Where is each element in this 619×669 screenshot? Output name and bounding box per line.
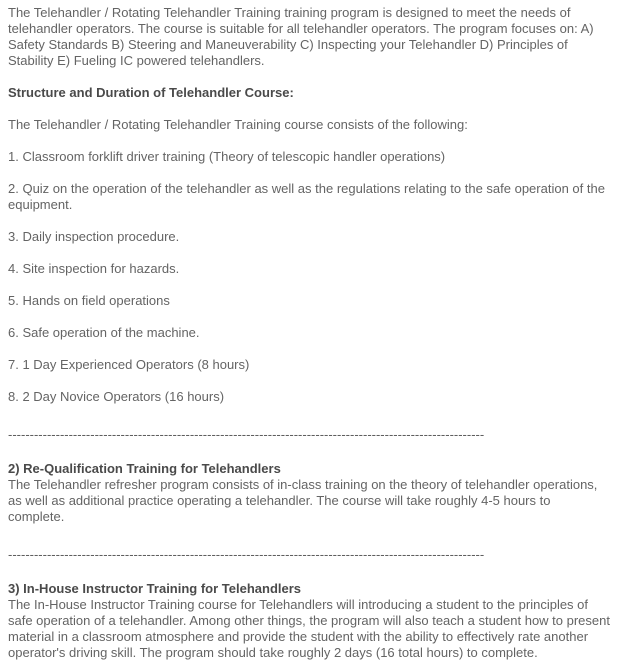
course-item-3: 3. Daily inspection procedure.	[8, 229, 180, 244]
structure-section-heading: Structure and Duration of Telehandler Course:	[8, 85, 294, 100]
intro-paragraph: The Telehandler / Rotating Telehandler Training training program is designed to meet the needs of telehandler operators. The course is suitable for all telehandler operators. The program focuses on: A) Safety Standards B) Steering and Maneuverability C) Inspecting your Telehandler D) Principles of Stability E) Fueling IC powered telehandlers.	[8, 5, 594, 68]
course-item-8: 8. 2 Day Novice Operators (16 hours)	[8, 389, 225, 404]
requalification-section-body: The Telehandler refresher program consists of in-class training on the theory of telehandler operations, as well as additional practice operating a telehandler. The course will take roughly 4-5 hours to complete.	[8, 477, 598, 524]
inhouse-section-heading: 3) In-House Instructor Training for Telehandlers	[8, 581, 302, 596]
divider-line: --------------------------------------------------------------------------------------------------------------	[8, 427, 485, 442]
requalification-section	[8, 461, 610, 525]
course-item-6: 6. Safe operation of the machine.	[8, 325, 200, 340]
course-item-5: 5. Hands on field operations	[8, 293, 170, 308]
inhouse-section-body: The In-House Instructor Training course for Telehandlers will introducing a student to the principles of safe operation of a telehandler. Among other things, the program will also teach a student how to present material in a classroom atmosphere and provide the student with the ability to effectively rate another operator's driving skill. The program should take roughly 2 days (16 total hours) to complete.	[8, 597, 610, 660]
divider-line: --------------------------------------------------------------------------------------------------------------	[8, 547, 485, 562]
course-item-1: 1. Classroom forklift driver training (Theory of telescopic handler operations)	[8, 149, 446, 164]
course-item-4: 4. Site inspection for hazards.	[8, 261, 180, 276]
requalification-section-heading: 2) Re-Qualification Training for Telehandlers	[8, 461, 281, 476]
course-item-2: 2. Quiz on the operation of the telehandler as well as the regulations relating to the safe operation of the equipment.	[8, 181, 605, 212]
structure-lead-paragraph: The Telehandler / Rotating Telehandler Training course consists of the following:	[8, 117, 468, 132]
inhouse-section	[8, 581, 610, 661]
course-item-7: 7. 1 Day Experienced Operators (8 hours)	[8, 357, 250, 372]
